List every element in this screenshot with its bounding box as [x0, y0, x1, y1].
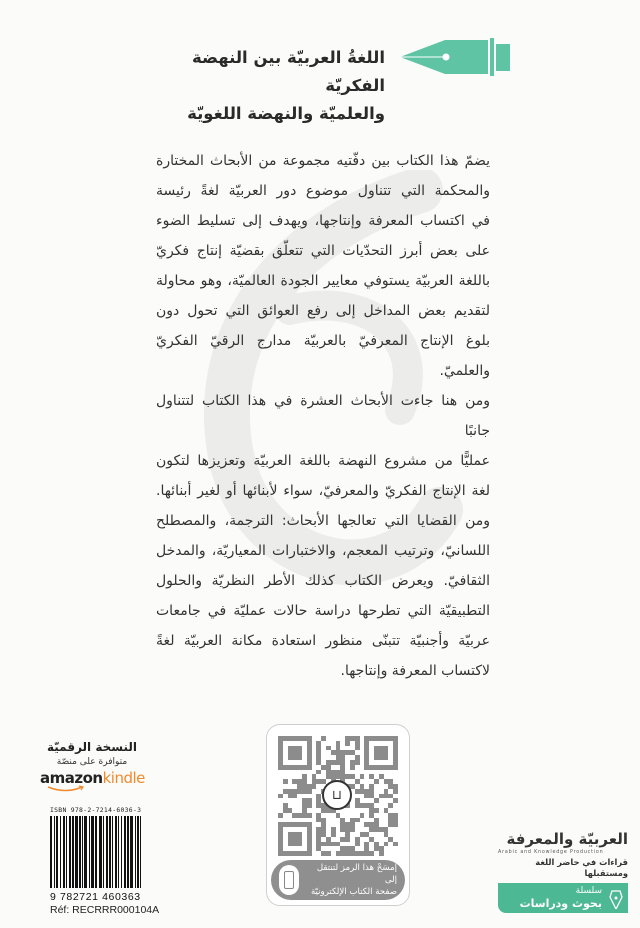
- blurb-line: لتقديم بعض المداخل إلى رفع العوائق التي تحول دون: [156, 303, 490, 319]
- barcode-bar: [60, 816, 61, 888]
- publisher-name-english: Arabic and Knowledge Production: [498, 850, 604, 855]
- barcode-bar: [50, 816, 52, 888]
- fountain-pen-nib-icon: [400, 34, 510, 80]
- barcode-bar: [130, 816, 133, 888]
- blurb-line: باللغة العربيّة يستوفي معايير الجودة العالميّة، وهو محاولة: [156, 273, 490, 289]
- barcode-bar: [127, 816, 129, 888]
- publisher-logo: [498, 830, 628, 913]
- barcode-bar: [82, 816, 83, 888]
- barcode-bar: [115, 816, 117, 888]
- digital-subheading: متوافرة على منصّة: [56, 757, 128, 767]
- book-title: [145, 44, 385, 128]
- publisher-logo-icon: ⊔: [322, 780, 352, 810]
- barcode-bar: [135, 816, 136, 888]
- reference-code: Réf: RECRRR000104A: [50, 904, 160, 916]
- barcode-bar: [140, 816, 141, 888]
- publisher-name: العربيّة والمعرفة: [506, 830, 628, 848]
- qr-module: [393, 851, 398, 856]
- barcode-bars: [50, 816, 150, 890]
- blurb-line: ومن القضايا التي تعالجها الأبحاث: الترجمة، والمصطلح: [156, 513, 490, 529]
- blurb-line: لغة الإنتاج الفكريّ والمعرفيّ، سواء لأبنائها أو لغير أبنائها.: [156, 483, 490, 499]
- blurb-line: بلوغ الإنتاج المعرفيّ بالعربيّة مدارج الرقيّ الفكريّ والعلميّ.: [156, 333, 490, 379]
- book-blurb: [156, 146, 490, 686]
- blurb-line: عربيّة وأجنبيّة تتبنّى منظور استعادة مكانة العربيّة لغةً: [156, 633, 490, 649]
- barcode-number: 9 782721 460363: [50, 891, 141, 903]
- barcode-bar: [109, 816, 111, 888]
- blurb-line: ومن هنا جاءت الأبحاث العشرة في هذا الكتاب لتتناول جانبًا: [156, 393, 490, 439]
- barcode-bar: [112, 816, 113, 888]
- qr-caption-line-1: إمسَحْ هذا الرمز لتنتقل إلى: [316, 863, 397, 885]
- blurb-line: في اكتساب المعرفة وإنتاجها، ويهدف إلى تسليط الضوء: [156, 213, 490, 229]
- barcode-bar: [106, 816, 108, 888]
- blurb-line: الثقافيّ. ويعرض الكتاب كذلك الأطر النظريّة والحلول: [156, 573, 490, 589]
- series-name: بحوث ودراسات: [519, 897, 602, 910]
- series-label: سلسلة: [575, 886, 602, 896]
- barcode-bar: [103, 816, 104, 888]
- blurb-line: لاكتساب المعرفة وإنتاجها.: [340, 663, 490, 679]
- barcode-bar: [118, 816, 119, 888]
- barcode-bar: [91, 816, 94, 888]
- qr-code-card[interactable]: [266, 724, 410, 906]
- barcode-bar: [79, 816, 81, 888]
- blurb-line: عمليًّا من مشروع النهضة باللغة العربيّة وتعزيزها لتكون: [156, 453, 490, 469]
- barcode-bar: [137, 816, 139, 888]
- isbn-barcode: [50, 806, 160, 916]
- barcode-bar: [72, 816, 74, 888]
- barcode-bar: [54, 816, 55, 888]
- barcode-bar: [84, 816, 87, 888]
- barcode-bar: [121, 816, 122, 888]
- barcode-bar: [124, 816, 126, 888]
- qr-caption-line-2: صفحة الكتاب الإلكترونيّة: [310, 887, 397, 897]
- blurb-line: والمحكمة التي تتناول موضوع دور العربيّة لغةً رئيسة: [156, 183, 490, 199]
- title-line-2: والعلميّة والنهضة اللغويّة: [187, 104, 385, 123]
- series-badge: [498, 883, 628, 913]
- smartphone-icon: [279, 865, 299, 895]
- isbn-text: ISBN 978-2-7214-6036-3: [50, 806, 142, 814]
- blurb-line: يضمّ هذا الكتاب بين دفّتيه مجموعة من الأبحاث المختارة: [156, 153, 490, 169]
- barcode-bar: [66, 816, 67, 888]
- qr-caption: [271, 860, 405, 900]
- barcode-bar: [75, 816, 78, 888]
- digital-edition-notice: [40, 740, 144, 793]
- blurb-line: اللسانيّ، وترتيب المعجم، والاختبارات المعياريّة، والمدخل: [156, 543, 490, 559]
- barcode-bar: [99, 816, 102, 888]
- digital-heading: النسخة الرقميّة: [47, 740, 137, 754]
- barcode-bar: [56, 816, 58, 888]
- barcode-bar: [95, 816, 97, 888]
- blurb-line: على بعض أبرز التحدّيات التي تتعلّق بقضيّة إنتاج فكريّ: [156, 243, 490, 259]
- pen-nib-icon: [608, 889, 624, 909]
- barcode-bar: [63, 816, 65, 888]
- publisher-tagline: قراءات في حاضر اللغة ومستقبلها: [535, 857, 628, 878]
- kindle-text: kindle: [102, 769, 145, 787]
- blurb-line: التطبيقيّة التي تطرحها دراسة حالات عمليّة في جامعات: [156, 603, 490, 619]
- barcode-bar: [89, 816, 90, 888]
- barcode-bar: [69, 816, 71, 888]
- title-line-1: اللغةُ العربيّة بين النهضة الفكريّة: [191, 48, 385, 95]
- amazon-kindle-logo: [40, 769, 144, 793]
- amazon-text: amazon: [40, 769, 103, 787]
